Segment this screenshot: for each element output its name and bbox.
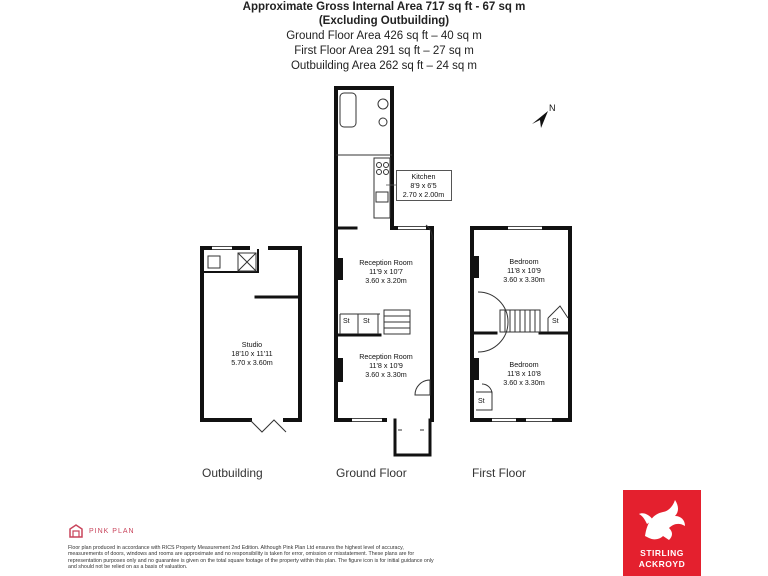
reception-upper-imperial: 11'9 x 10'7	[369, 267, 403, 276]
kitchen-name: Kitchen	[411, 172, 436, 181]
bedroom-upper-label	[478, 257, 570, 284]
outbuilding-area: Outbuilding Area 262 sq ft – 24 sq m	[290, 60, 478, 72]
bathroom-basin	[378, 99, 388, 109]
kitchen-metric: 2.70 x 2.00m	[402, 190, 445, 199]
reception-upper-label	[340, 258, 432, 285]
reception-upper-name: Reception Room	[359, 258, 413, 267]
area-note: (Excluding Outbuilding)	[318, 15, 450, 27]
reception-lower-metric: 3.60 x 3.30m	[365, 370, 407, 379]
ground-floor-caption: Ground Floor	[336, 466, 407, 480]
bedroom-upper-imperial: 11'8 x 10'9	[507, 266, 541, 275]
kitchen-label	[397, 172, 450, 199]
griffin-icon	[623, 492, 701, 548]
bedroom-upper-metric: 3.60 x 3.30m	[503, 275, 545, 284]
outbuilding-wall-right	[270, 248, 300, 420]
area-title: Approximate Gross Internal Area 717 sq ft - 67 sq m	[242, 1, 526, 13]
reception-upper-metric: 3.60 x 3.20m	[365, 276, 407, 285]
bedroom-lower-label	[478, 360, 570, 387]
storage-label: St	[552, 318, 559, 325]
bathtub	[340, 93, 356, 127]
first-floor-caption: First Floor	[472, 466, 526, 480]
pink-plan-name: PINK PLAN	[89, 527, 135, 535]
kitchen-sink	[376, 192, 388, 202]
kitchen-imperial: 8'9 x 6'5	[410, 181, 437, 190]
bedroom-upper-name: Bedroom	[509, 257, 539, 266]
pink-plan-logo-icon	[68, 523, 84, 539]
compass-north-icon	[532, 111, 548, 128]
bedroom-lower-metric: 3.60 x 3.30m	[503, 378, 545, 387]
compass-label: N	[549, 103, 556, 113]
studio-metric: 5.70 x 3.60m	[231, 358, 273, 367]
disclaimer-text: Floor plan produced in accordance with RICS Property Measurement 2nd Edition. Although Pink Plan Ltd ensures the highest level of accuracy, measurements of doors, windows and rooms are approximate and no responsibility is taken for error, omission or misstatement. These plans are for representation purposes only and no guarantee is given on the total square footage of the property within this plan. The figure icon is for initial guidance only and should not be relied on as a basis of valuation.	[68, 545, 434, 571]
outbuilding-wall-left	[202, 248, 248, 420]
storage-label: St	[363, 318, 370, 325]
reception-lower-imperial: 11'8 x 10'9	[369, 361, 403, 370]
studio-name: Studio	[241, 340, 263, 349]
bifold-doors	[250, 420, 286, 432]
bedroom-door-swing	[478, 292, 508, 352]
ground-wall-right	[392, 228, 432, 420]
shower-cross	[238, 253, 256, 271]
front-door-swing	[415, 380, 430, 395]
bathroom-wc	[379, 118, 387, 126]
outbuilding-wc	[208, 256, 220, 268]
reception-lower-name: Reception Room	[359, 352, 413, 361]
reception-lower-label	[340, 352, 432, 379]
agent-logo	[623, 490, 701, 576]
porch-wall	[395, 420, 430, 455]
ground-floor-area: Ground Floor Area 426 sq ft – 40 sq m	[286, 30, 482, 42]
first-floor-area: First Floor Area 291 sq ft – 27 sq m	[294, 45, 474, 57]
bedroom-lower-imperial: 11'8 x 10'8	[507, 369, 541, 378]
outbuilding-caption: Outbuilding	[202, 466, 263, 480]
pink-plan-brand	[68, 523, 135, 539]
storage-label: St	[478, 398, 485, 405]
studio-imperial: 18'10 x 11'11	[231, 349, 273, 358]
studio-label	[206, 340, 298, 367]
bedroom-lower-name: Bedroom	[509, 360, 539, 369]
agent-name-line1: STIRLING	[640, 548, 684, 558]
agent-name-line2: ACKROYD	[638, 559, 686, 569]
storage-label: St	[343, 318, 350, 325]
